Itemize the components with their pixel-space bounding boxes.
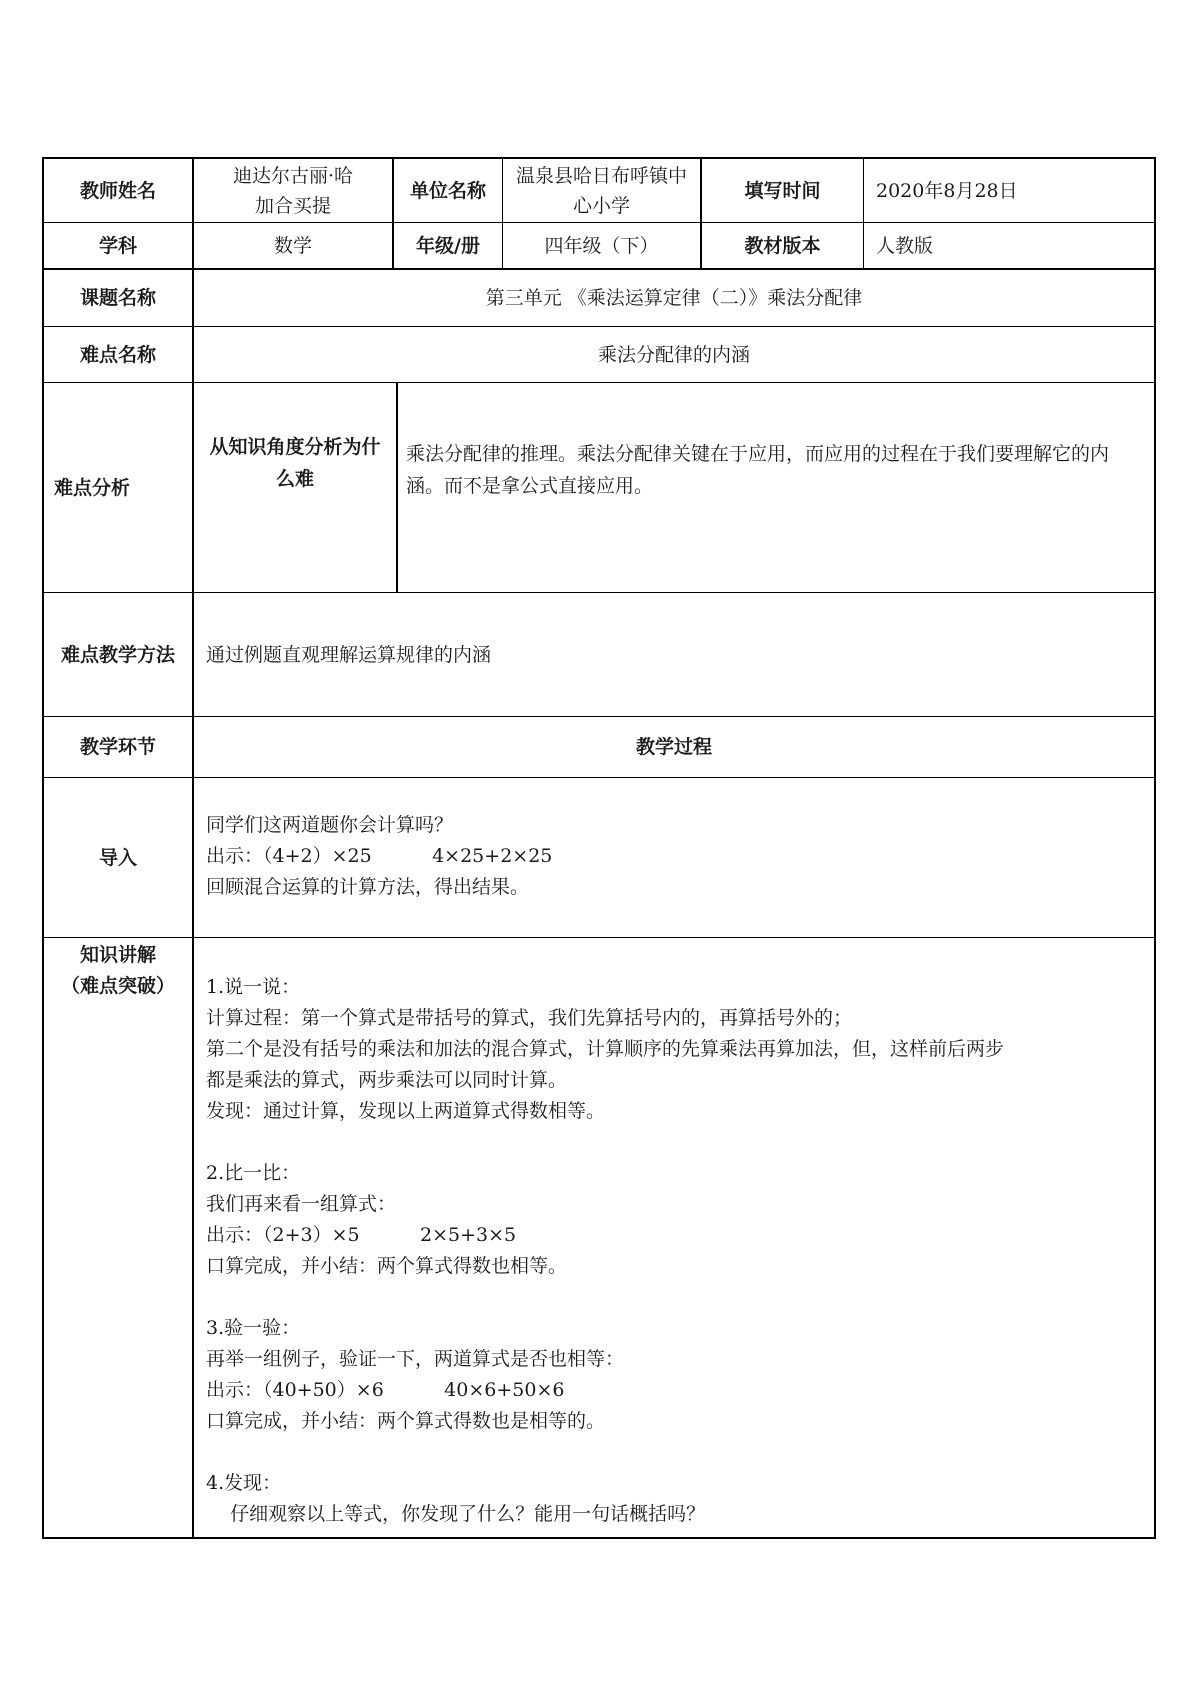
edition-label: 教材版本 xyxy=(744,234,821,257)
topic-value: 第三单元 《乘法运算定律（二）》乘法分配律 xyxy=(485,287,863,309)
difficulty-label: 难点名称 xyxy=(79,343,156,366)
section-1-line: 都是乘法的算式，两步乘法可以同时计算。 xyxy=(206,1069,568,1091)
fill-date-label: 填写时间 xyxy=(744,179,821,202)
intro-line: 同学们这两道题你会计算吗？ xyxy=(206,814,454,836)
analysis-label: 难点分析 xyxy=(54,476,131,499)
section-1-line: 计算过程：第一个算式是带括号的算式，我们先算括号内的，再算括号外的； xyxy=(206,1007,853,1029)
section-3-title: 3.验一验： xyxy=(206,1317,301,1339)
section-3-line: 出示：（40+50）×6 40×6+50×6 xyxy=(206,1379,565,1401)
section-1-line: 发现：通过计算，发现以上两道算式得数相等。 xyxy=(206,1100,606,1122)
analysis-divider xyxy=(396,382,398,592)
section-4-title: 4.发现： xyxy=(206,1472,282,1494)
subject-value: 数学 xyxy=(273,234,312,257)
section-2-title: 2.比一比： xyxy=(206,1162,301,1184)
section-2-line: 我们再来看一组算式： xyxy=(206,1193,397,1215)
method-text: 通过例题直观理解运算规律的内涵 xyxy=(206,643,492,666)
intro-line: 出示：（4+2）×25 4×25+2×25 xyxy=(206,845,553,867)
subject-label: 学科 xyxy=(98,234,137,257)
spacer xyxy=(206,1282,1146,1313)
section-2-line: 口算完成，并小结：两个算式得数也相等。 xyxy=(206,1255,568,1277)
intro-label: 导入 xyxy=(98,846,137,869)
section-3-line: 口算完成，并小结：两个算式得数也是相等的。 xyxy=(206,1410,606,1432)
process-title: 教学过程 xyxy=(635,736,712,758)
analysis-sublabel: 从知识角度分析为什么难 xyxy=(209,436,381,490)
difficulty-value: 乘法分配律的内涵 xyxy=(597,343,750,366)
teacher-name-label: 教师姓名 xyxy=(79,179,156,202)
spacer xyxy=(206,1127,1146,1158)
table-border-bottom xyxy=(42,1537,1155,1539)
section-3-line: 再举一组例子，验证一下，两道算式是否也相等： xyxy=(206,1348,625,1370)
teacher-name-value: 迪达尔古丽·哈加合买提 xyxy=(232,164,354,217)
knowledge-label-line2: （难点突破） xyxy=(60,975,175,997)
section-2-line: 出示：（2+3）×5 2×5+3×5 xyxy=(206,1224,517,1246)
section-4-line: 仔细观察以上等式，你发现了什么？能用一句话概括吗？ xyxy=(206,1503,706,1525)
grade-value: 四年级（下） xyxy=(544,234,659,257)
grade-label: 年级/册 xyxy=(416,234,480,257)
unit-name-label: 单位名称 xyxy=(409,179,486,202)
topic-label: 课题名称 xyxy=(79,287,156,309)
row-divider xyxy=(42,937,1155,938)
knowledge-content xyxy=(206,972,1146,1530)
section-1-line: 第二个是没有括号的乘法和加法的混合算式，计算顺序的先算乘法再算加法，但，这样前后两步 xyxy=(206,1038,1005,1060)
analysis-text-content: 乘法分配律的推理。乘法分配律关键在于应用，而应用的过程在于我们要理解它的内涵。而不是拿公式直接应用。 xyxy=(406,443,1110,497)
knowledge-label-line1: 知识讲解 xyxy=(79,944,156,966)
method-label: 难点教学方法 xyxy=(60,643,175,666)
intro-line: 回顾混合运算的计算方法，得出结果。 xyxy=(206,876,530,898)
section-1-title: 1.说一说： xyxy=(206,976,301,998)
table-border-right xyxy=(1154,157,1156,1539)
spacer xyxy=(206,1437,1146,1468)
edition-value: 人教版 xyxy=(876,234,934,257)
knowledge-label xyxy=(44,940,192,1002)
intro-content xyxy=(206,810,1146,903)
analysis-text xyxy=(406,438,1146,502)
row-divider xyxy=(42,777,1155,778)
fill-date-value: 2020年8月28日 xyxy=(876,179,1018,202)
unit-name-value: 温泉县哈日布呼镇中心小学 xyxy=(515,164,687,217)
process-stage-label: 教学环节 xyxy=(79,736,156,758)
